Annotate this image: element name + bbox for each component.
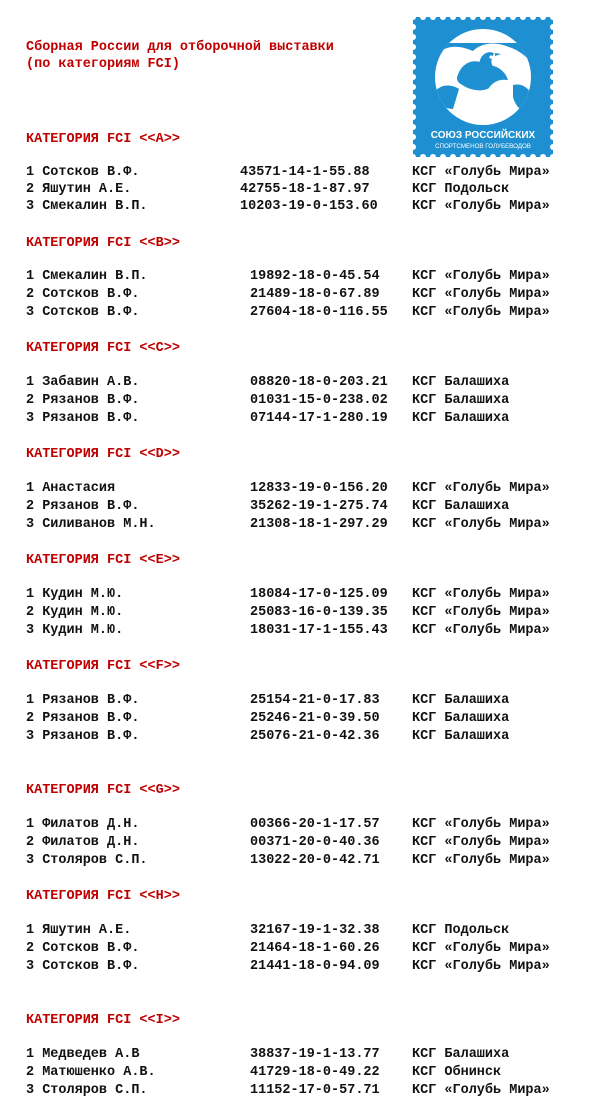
pigeon-owner: 1 Филатов Д.Н. xyxy=(26,817,140,832)
pigeon-owner: 3 Рязанов В.Ф. xyxy=(26,411,140,426)
pigeon-owner: 3 Силиванов М.Н. xyxy=(26,517,156,532)
pigeon-owner: 1 Рязанов В.Ф. xyxy=(26,693,140,708)
pigeon-owner: 1 Анастасия xyxy=(26,481,116,496)
pigeon-owner: 3 Рязанов В.Ф. xyxy=(26,729,140,744)
club-name: КСГ «Голубь Мира» xyxy=(412,941,550,956)
category-heading: КАТЕГОРИЯ FCI <<A>> xyxy=(26,132,180,147)
club-name: КСГ «Голубь Мира» xyxy=(412,817,550,832)
category-heading: КАТЕГОРИЯ FCI <<I>> xyxy=(26,1013,180,1028)
club-name: КСГ «Голубь Мира» xyxy=(412,517,550,532)
ring-number: 19892-18-0-45.54 xyxy=(250,269,380,284)
ring-number: 21489-18-0-67.89 xyxy=(250,287,380,302)
pigeon-owner: 3 Кудин М.Ю. xyxy=(26,623,124,638)
ring-number: 25154-21-0-17.83 xyxy=(250,693,380,708)
category-heading: КАТЕГОРИЯ FCI <<E>> xyxy=(26,553,180,568)
pigeon-owner: 3 Столяров С.П. xyxy=(26,853,148,868)
ring-number: 18031-17-1-155.43 xyxy=(250,623,388,638)
ring-number: 25083-16-0-139.35 xyxy=(250,605,388,620)
ring-number: 00366-20-1-17.57 xyxy=(250,817,380,832)
ring-number: 41729-18-0-49.22 xyxy=(250,1065,380,1080)
club-name: КСГ Балашиха xyxy=(412,375,510,390)
ring-number: 25076-21-0-42.36 xyxy=(250,729,380,744)
category-heading: КАТЕГОРИЯ FCI <<B>> xyxy=(26,236,180,251)
club-name: КСГ «Голубь Мира» xyxy=(412,287,550,302)
pigeon-owner: 3 Смекалин В.П. xyxy=(26,199,148,214)
club-name: КСГ Балашиха xyxy=(412,411,510,426)
pigeon-owner: 2 Яшутин А.Е. xyxy=(26,182,132,197)
pigeon-owner: 2 Сотсков В.Ф. xyxy=(26,941,140,956)
pigeon-owner: 2 Рязанов В.Ф. xyxy=(26,499,140,514)
ring-number: 12833-19-0-156.20 xyxy=(250,481,388,496)
club-name: КСГ Подольск xyxy=(412,923,510,938)
pigeon-owner: 1 Медведев А.В xyxy=(26,1047,140,1062)
club-name: КСГ Балашиха xyxy=(412,1047,510,1062)
ring-number: 13022-20-0-42.71 xyxy=(250,853,380,868)
ring-number: 21464-18-1-60.26 xyxy=(250,941,380,956)
ring-number: 43571-14-1-55.88 xyxy=(240,165,370,180)
ring-number: 32167-19-1-32.38 xyxy=(250,923,380,938)
club-name: КСГ «Голубь Мира» xyxy=(412,605,550,620)
ring-number: 42755-18-1-87.97 xyxy=(240,182,370,197)
club-name: КСГ «Голубь Мира» xyxy=(412,305,550,320)
pigeon-owner: 2 Филатов Д.Н. xyxy=(26,835,140,850)
ring-number: 08820-18-0-203.21 xyxy=(250,375,388,390)
pigeon-owner: 3 Столяров С.П. xyxy=(26,1083,148,1098)
club-name: КСГ Обнинск xyxy=(412,1065,502,1080)
club-name: КСГ «Голубь Мира» xyxy=(412,959,550,974)
ring-number: 38837-19-1-13.77 xyxy=(250,1047,380,1062)
ring-number: 21441-18-0-94.09 xyxy=(250,959,380,974)
club-name: КСГ «Голубь Мира» xyxy=(412,623,550,638)
club-name: КСГ «Голубь Мира» xyxy=(412,853,550,868)
club-name: КСГ «Голубь Мира» xyxy=(412,199,550,214)
pigeon-owner: 2 Кудин М.Ю. xyxy=(26,605,124,620)
ring-number: 01031-15-0-238.02 xyxy=(250,393,388,408)
category-heading: КАТЕГОРИЯ FCI <<G>> xyxy=(26,783,180,798)
pigeon-owner: 3 Сотсков В.Ф. xyxy=(26,305,140,320)
pigeon-owner: 3 Сотсков В.Ф. xyxy=(26,959,140,974)
club-name: КСГ Балашиха xyxy=(412,393,510,408)
club-name: КСГ Балашиха xyxy=(412,729,510,744)
pigeon-owner: 1 Забавин А.В. xyxy=(26,375,140,390)
document-title xyxy=(26,39,334,73)
club-name: КСГ Подольск xyxy=(412,182,510,197)
club-name: КСГ «Голубь Мира» xyxy=(412,587,550,602)
logo-text-line-2: СПОРТСМЕНОВ ГОЛУБЕВОДОВ xyxy=(435,143,531,150)
logo-text-line-1: СОЮЗ РОССИЙСКИХ xyxy=(430,130,536,141)
ring-number: 35262-19-1-275.74 xyxy=(250,499,388,514)
pigeon-owner: 2 Рязанов В.Ф. xyxy=(26,393,140,408)
club-name: КСГ «Голубь Мира» xyxy=(412,835,550,850)
club-name: КСГ Балашиха xyxy=(412,693,510,708)
pigeon-owner: 1 Сотсков В.Ф. xyxy=(26,165,140,180)
ring-number: 21308-18-1-297.29 xyxy=(250,517,388,532)
ring-number: 07144-17-1-280.19 xyxy=(250,411,388,426)
pigeon-owner: 1 Яшутин А.Е. xyxy=(26,923,132,938)
title-line-1: Сборная России для отборочной выставки xyxy=(26,40,334,55)
ring-number: 27604-18-0-116.55 xyxy=(250,305,388,320)
club-name: КСГ «Голубь Мира» xyxy=(412,269,550,284)
category-heading: КАТЕГОРИЯ FCI <<H>> xyxy=(26,889,180,904)
pigeon-owner: 1 Кудин М.Ю. xyxy=(26,587,124,602)
pigeon-owner: 2 Матюшенко А.В. xyxy=(26,1065,156,1080)
title-line-2: (по категориям FCI) xyxy=(26,57,180,72)
pigeon-owner: 1 Смекалин В.П. xyxy=(26,269,148,284)
club-name: КСГ «Голубь Мира» xyxy=(412,481,550,496)
category-heading: КАТЕГОРИЯ FCI <<C>> xyxy=(26,341,180,356)
club-name: КСГ Балашиха xyxy=(412,711,510,726)
ring-number: 10203-19-0-153.60 xyxy=(240,199,378,214)
ring-number: 25246-21-0-39.50 xyxy=(250,711,380,726)
ring-number: 00371-20-0-40.36 xyxy=(250,835,380,850)
club-name: КСГ Балашиха xyxy=(412,499,510,514)
pigeon-owner: 2 Сотсков В.Ф. xyxy=(26,287,140,302)
club-name: КСГ «Голубь Мира» xyxy=(412,1083,550,1098)
category-heading: КАТЕГОРИЯ FCI <<D>> xyxy=(26,447,180,462)
club-name: КСГ «Голубь Мира» xyxy=(412,165,550,180)
ring-number: 18084-17-0-125.09 xyxy=(250,587,388,602)
pigeon-owner: 2 Рязанов В.Ф. xyxy=(26,711,140,726)
category-heading: КАТЕГОРИЯ FCI <<F>> xyxy=(26,659,180,674)
union-logo xyxy=(409,13,557,161)
ring-number: 11152-17-0-57.71 xyxy=(250,1083,380,1098)
